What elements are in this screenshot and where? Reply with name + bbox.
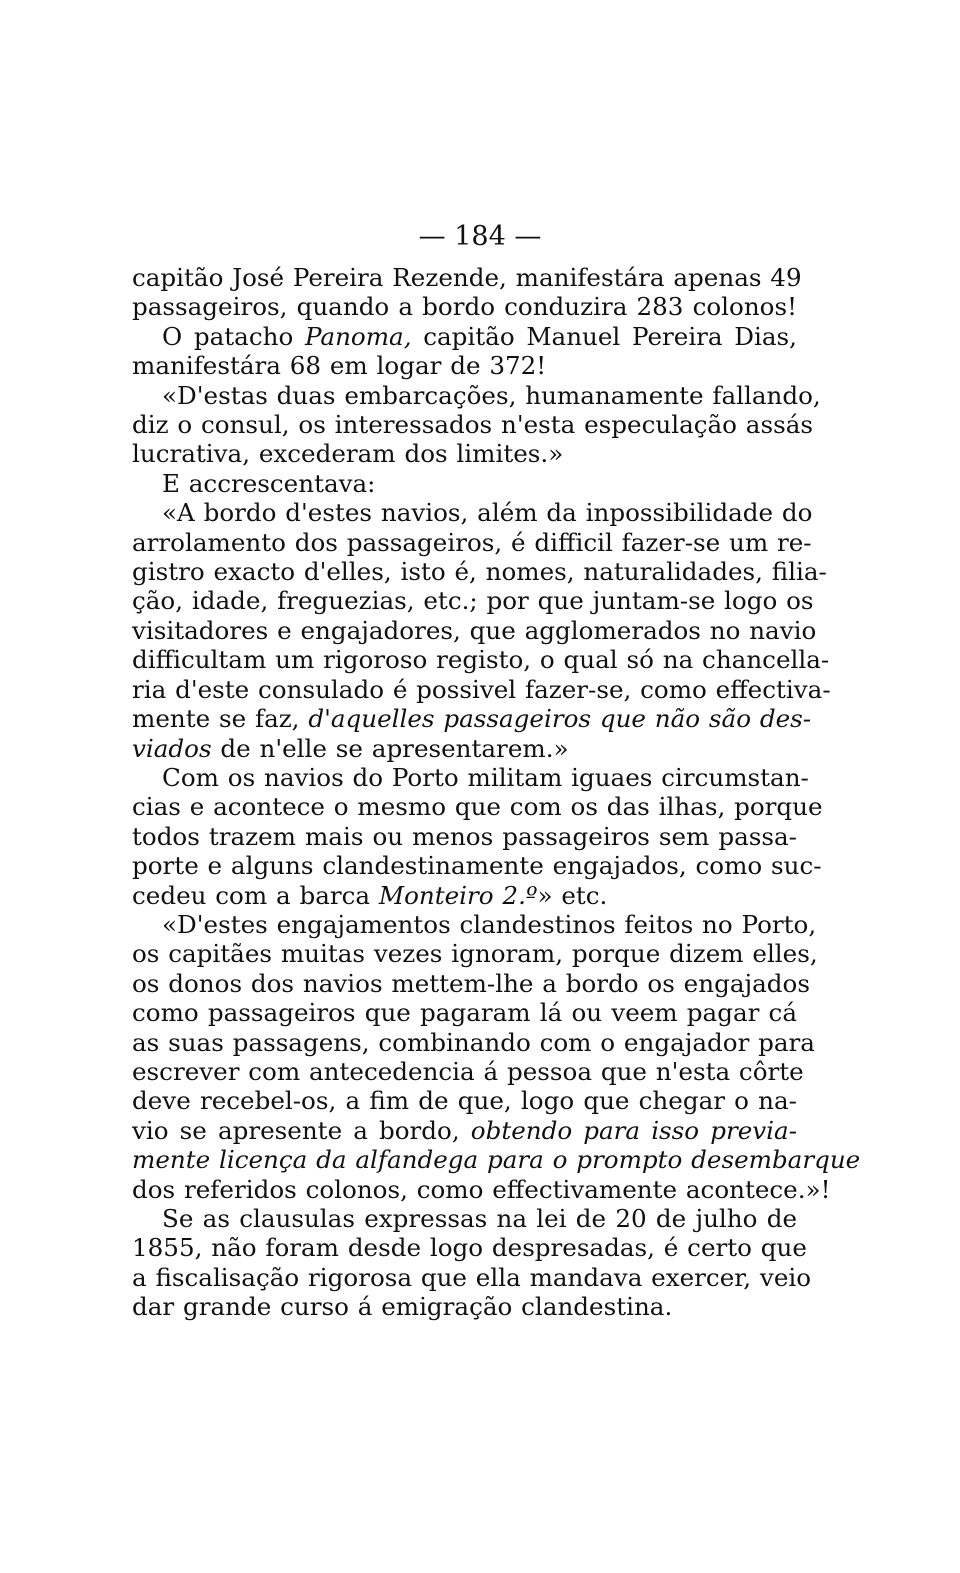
text-span: mente se faz,	[132, 704, 309, 734]
text-line: visitadores e engajadores, que agglomerados no navio	[132, 615, 817, 645]
text-span: cedeu com a barca	[132, 880, 379, 910]
text-line: manifestára 68 em logar de 372!	[132, 351, 547, 381]
text-span: O patacho	[162, 321, 305, 351]
text-line: os donos dos navios mettem-lhe a bordo os engajados	[132, 968, 810, 998]
text-line: ção, idade, freguezias, etc.; por que juntam-se logo os	[132, 586, 814, 616]
body-text	[132, 263, 861, 1322]
page-number: — 184 —	[418, 221, 542, 252]
text-line: porte e alguns clandestinamente engajados, como suc-	[132, 851, 822, 881]
text-span: » etc.	[537, 880, 608, 910]
text-line: difficultam um rigoroso registo, o qual só na chancella-	[132, 645, 830, 675]
text-line: dar grande curso á emigração clandestina.	[132, 1292, 673, 1322]
text-line: escrever com antecedencia á pessoa que n'esta côrte	[132, 1056, 804, 1086]
text-line	[132, 734, 797, 763]
text-line: «D'estes engajamentos clandestinos feitos no Porto,	[162, 909, 817, 939]
text-line: arrolamento dos passageiros, é difficil fazer-se um re-	[132, 527, 812, 557]
ship-name: Panoma,	[304, 321, 412, 351]
text-line: cias e acontece o mesmo que com os das ilhas, porque	[132, 792, 823, 822]
text-line: a fiscalisação rigorosa que ella mandava exercer, veio	[132, 1262, 812, 1292]
text-line: as suas passagens, combinando com o engajador para	[132, 1027, 815, 1057]
text-line: os capitães muitas vezes ignoram, porque dizem elles,	[132, 939, 818, 969]
text-line: ria d'este consulado é possivel fazer-se, como effectiva-	[132, 674, 831, 704]
text-span: de n'elle se apresentarem.»	[211, 733, 569, 763]
italic-quote: d'aquelles passageiros que não são des-	[308, 704, 812, 734]
text-line: diz o consul, os interessados n'esta especulação assás	[132, 410, 813, 440]
italic-quote-line: mente licença da alfandega para o prompto desembarque	[132, 1145, 861, 1175]
text-line: 1855, não foram desde logo despresadas, é certo que	[132, 1233, 807, 1263]
text-line: passageiros, quando a bordo conduzira 283 colonos!	[132, 292, 797, 322]
text-line: Se as clausulas expressas na lei de 20 de julho de	[162, 1204, 797, 1233]
text-span: vio se apresente a bordo,	[132, 1115, 471, 1145]
text-line	[132, 322, 797, 351]
text-line	[132, 1116, 797, 1145]
text-line	[132, 881, 797, 910]
text-line: Com os navios do Porto militam iguaes circumstan-	[162, 762, 809, 792]
text-span: capitão Manuel Pereira Dias,	[411, 321, 797, 351]
text-line: lucrativa, excederam dos limites.»	[132, 439, 564, 469]
text-line: todos trazem mais ou menos passageiros sem passa-	[132, 821, 797, 851]
italic-quote: obtendo para isso previa-	[470, 1115, 797, 1145]
ship-name: Monteiro 2.º	[378, 880, 538, 910]
text-line	[132, 704, 812, 734]
text-line: E accrescentava:	[162, 468, 376, 498]
text-line: «A bordo d'estes navios, além da inpossibilidade do	[162, 498, 813, 528]
text-line: dos referidos colonos, como effectivamente acontece.»!	[132, 1174, 831, 1204]
text-line: gistro exacto d'elles, isto é, nomes, naturalidades, filia-	[132, 557, 827, 587]
italic-quote: viados	[132, 733, 212, 763]
text-line: deve recebel-os, a fim de que, logo que chegar o na-	[132, 1086, 797, 1116]
text-line: capitão José Pereira Rezende, manifestára apenas 49	[132, 263, 802, 292]
text-line: como passageiros que pagaram lá ou veem pagar cá	[132, 998, 797, 1028]
text-line: «D'estas duas embarcações, humanamente fallando,	[162, 380, 821, 410]
